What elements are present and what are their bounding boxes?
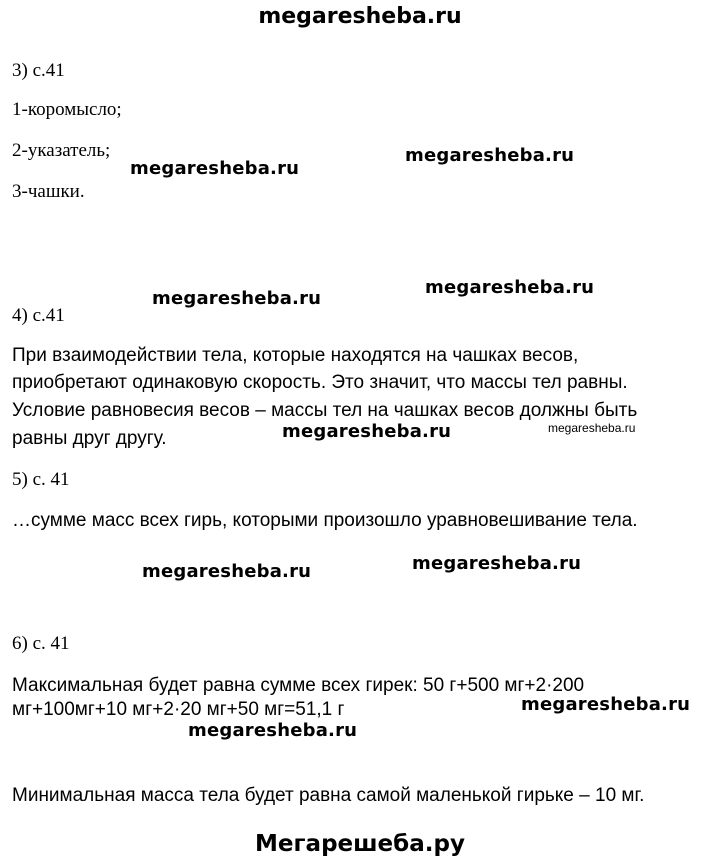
section-4-heading: 4) с.41 (12, 305, 65, 326)
footer-title: Мегарешеба.ру (255, 831, 465, 857)
watermark: megaresheba.ru (412, 553, 582, 574)
section-3-item-2: 2-указатель; (12, 140, 111, 161)
watermark: megaresheba.ru (548, 421, 636, 435)
section-6-min-text: Минимальная масса тела будет равна самой маленькой гирьке – 10 мг. (12, 785, 645, 806)
watermark: megaresheba.ru (130, 158, 300, 179)
section-4-line-1: При взаимодействии тела, которые находятся на чашках весов, (12, 345, 579, 366)
section-4-line-2: приобретают одинаковую скорость. Это значит, что массы тел равны. (12, 372, 628, 393)
section-6-line-2: мг+100мг+10 мг+2·20 мг+50 мг=51,1 г (12, 699, 345, 720)
section-4-line-4: равны друг другу. (12, 428, 167, 449)
section-4-line-3: Условие равновесия весов – массы тел на чашках весов должны быть (12, 400, 638, 421)
section-5-text: …сумме масс всех гирь, которыми произошло уравновешивание тела. (12, 510, 638, 531)
watermark: megaresheba.ru (142, 561, 312, 582)
watermark: megaresheba.ru (521, 694, 691, 715)
site-title: megaresheba.ru (258, 4, 462, 29)
section-6-heading: 6) с. 41 (12, 633, 70, 654)
watermark: megaresheba.ru (188, 720, 358, 741)
section-3-item-3: 3-чашки. (12, 181, 85, 202)
section-3-heading: 3) с.41 (12, 60, 65, 81)
watermark: megaresheba.ru (425, 277, 595, 298)
watermark: megaresheba.ru (282, 421, 452, 442)
section-3-item-1: 1-коромысло; (12, 99, 122, 120)
watermark: megaresheba.ru (405, 145, 575, 166)
section-5-heading: 5) с. 41 (12, 469, 70, 490)
section-6-line-1: Максимальная будет равна сумме всех гирек: 50 г+500 мг+2·200 (12, 675, 585, 696)
watermark: megaresheba.ru (152, 288, 322, 309)
